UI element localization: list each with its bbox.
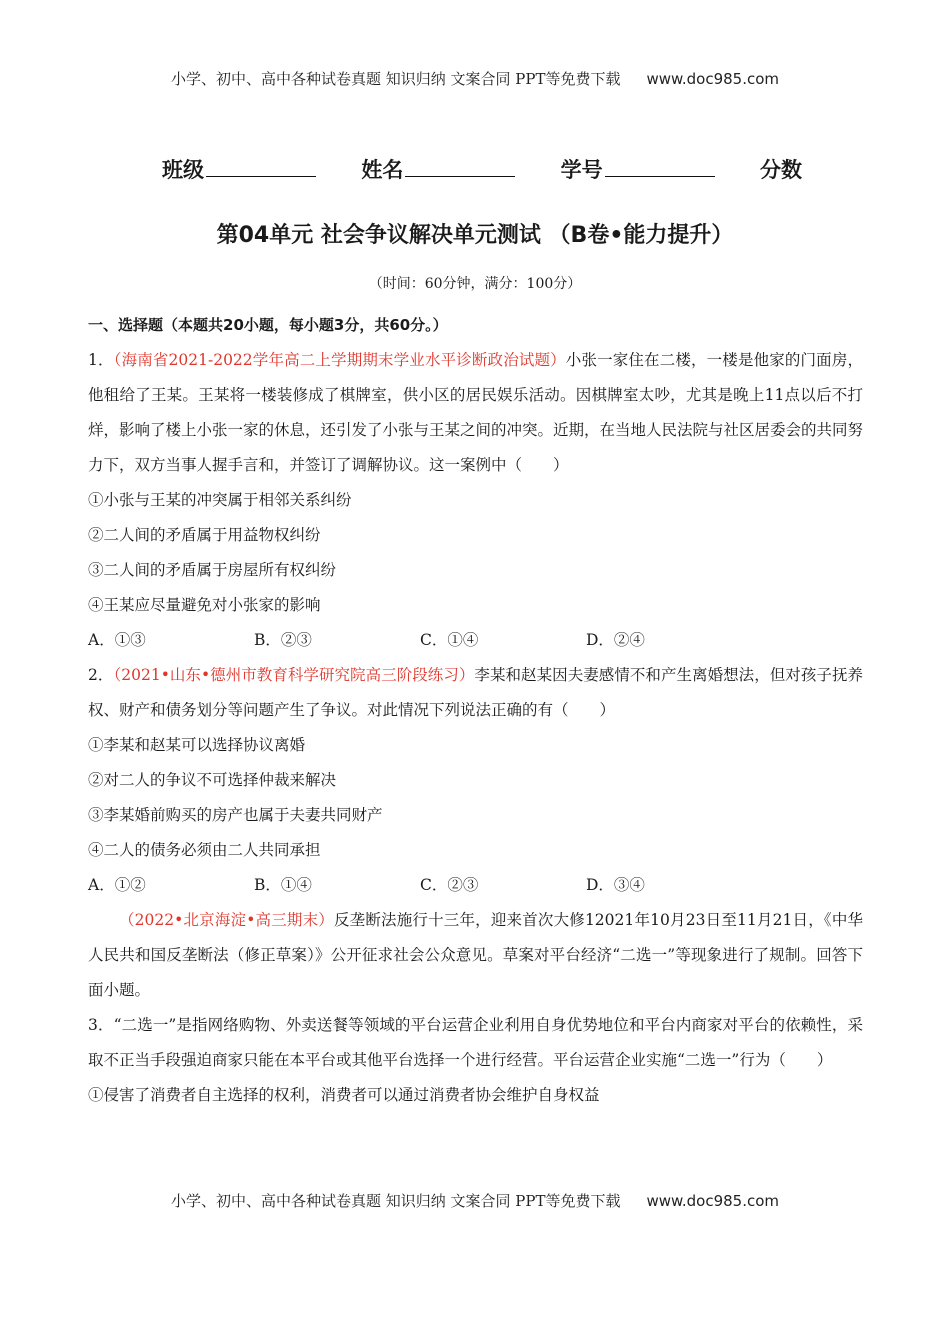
footer-text: 小学、初中、高中各种试卷真题 知识归纳 文案合同 PPT等免费下载 [170, 1192, 621, 1210]
q1-options [88, 623, 863, 658]
name-blank [405, 158, 515, 177]
q1-item-1: ①小张与王某的冲突属于相邻关系纠纷 [88, 491, 352, 509]
option-d[interactable]: D．②④ [586, 631, 645, 649]
q1-item-2: ②二人间的矛盾属于用益物权纠纷 [88, 526, 321, 544]
page-header [0, 68, 950, 89]
question-1-stem [88, 343, 863, 483]
score-label: 分数 [759, 158, 802, 182]
exam-content [88, 308, 863, 1113]
name-label: 姓名 [361, 158, 404, 182]
question-3-stem [88, 1008, 863, 1078]
id-label: 学号 [560, 158, 603, 182]
q2-options [88, 868, 863, 903]
material-source: （2022•北京海淀•高三期末） [119, 911, 334, 929]
page-footer [0, 1190, 950, 1211]
question-text: 李某和赵某因夫妻感情不和产生离婚想法，但对孩子抚养权、财产和债务划分等问题产生了争议。对此情况下列说法正确的有（ ） [88, 666, 863, 719]
section-heading: 一、选择题（本题共20小题，每小题3分，共60分。） [88, 316, 448, 334]
q2-item-2: ②对二人的争议不可选择仲裁来解决 [88, 771, 337, 789]
option-c[interactable]: C．②③ [420, 876, 479, 894]
material-text: 反垄断法施行十三年，迎来首次大修12021年10月23日至11月21日，《中华人民共和国反垄断法（修正草案）》公开征求社会公众意见。草案对平台经济“二选一”等现象进行了规制。回答下面小题。 [88, 911, 864, 999]
option-a[interactable]: A．①③ [88, 631, 146, 649]
q2-item-3: ③李某婚前购买的房产也属于夫妻共同财产 [88, 806, 383, 824]
q2-item-1: ①李某和赵某可以选择协议离婚 [88, 736, 306, 754]
option-d[interactable]: D．③④ [586, 876, 645, 894]
class-blank [206, 158, 316, 177]
q3-item-1: ①侵害了消费者自主选择的权利，消费者可以通过消费者协会维护自身权益 [88, 1086, 600, 1104]
question-text: “二选一”是指网络购物、外卖送餐等领域的平台运营企业利用自身优势地位和平台内商家对平台的依赖性，采取不正当手段强迫商家只能在本平台或其他平台选择一个进行经营。平台运营企业实施“二选一”行为（ ） [88, 1016, 863, 1069]
question-number: 1． [88, 351, 114, 369]
page-title: 第04单元 社会争议解决单元测试 （B卷•能力提升） [216, 223, 734, 248]
score-field [760, 154, 802, 184]
header-url[interactable]: www.doc985.com [646, 70, 780, 88]
q1-item-4: ④王某应尽量避免对小张家的影响 [88, 596, 321, 614]
header-text: 小学、初中、高中各种试卷真题 知识归纳 文案合同 PPT等免费下载 [170, 70, 621, 88]
option-a[interactable]: A．①② [88, 876, 146, 894]
question-source: （海南省2021-2022学年高二上学期期末学业水平诊断政治试题） [113, 351, 566, 369]
question-text: 小张一家住在二楼，一楼是他家的门面房，他租给了王某。王某将一楼装修成了棋牌室，供小区的居民娱乐活动。因棋牌室太吵，尤其是晚上11点以后不打烊，影响了楼上小张一家的休息，还引发了小张与王某之间的冲突。近期，在当地人民法院与社区居委会的共同努力下，双方当事人握手言和，并签订了调解协议。这一案例中（ ） [88, 351, 864, 474]
option-b[interactable]: B．②③ [254, 631, 312, 649]
question-number: 3． [88, 1016, 114, 1034]
question-source: （2021•山东•德州市教育科学研究院高三阶段练习） [113, 666, 475, 684]
id-blank [605, 158, 715, 177]
id-field [561, 154, 715, 184]
exam-meta: （时间：60分钟，满分：100分） [368, 276, 582, 292]
q1-item-3: ③二人间的矛盾属于房屋所有权纠纷 [88, 561, 337, 579]
student-info-line [162, 154, 802, 184]
class-field [162, 154, 316, 184]
footer-url[interactable]: www.doc985.com [646, 1192, 780, 1210]
option-c[interactable]: C．①④ [420, 631, 479, 649]
name-field [361, 154, 515, 184]
class-label: 班级 [162, 158, 204, 182]
question-number: 2． [88, 666, 114, 684]
q2-item-4: ④二人的债务必须由二人共同承担 [88, 841, 321, 859]
option-b[interactable]: B．①④ [254, 876, 312, 894]
question-2-stem [88, 658, 863, 728]
material-paragraph [88, 903, 863, 1008]
